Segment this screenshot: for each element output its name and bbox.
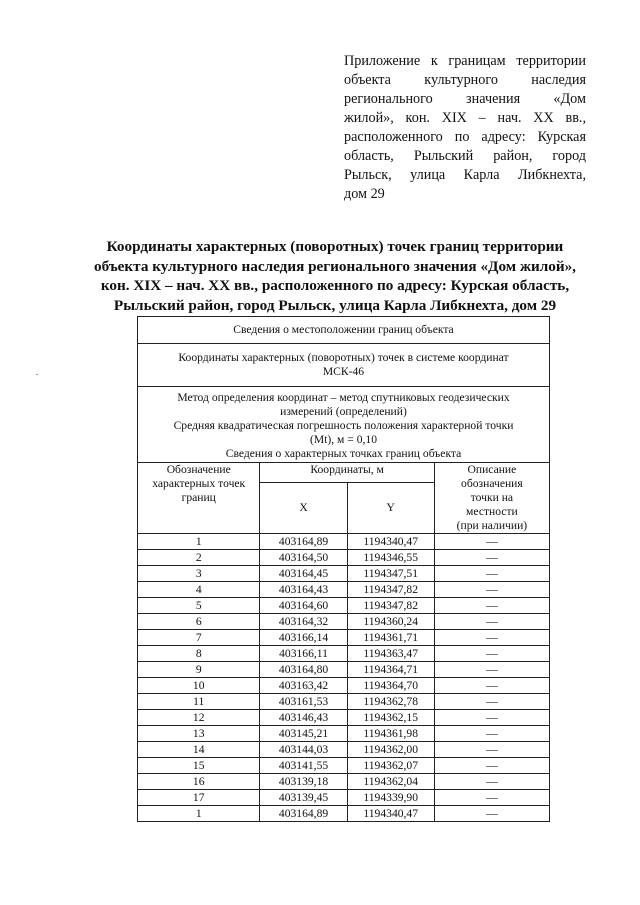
- table-row: [138, 662, 550, 678]
- description-cell: —: [434, 806, 549, 822]
- x-coordinate-cell: 403139,45: [260, 790, 347, 806]
- y-coordinate-cell: 1194339,90: [347, 790, 434, 806]
- appendix-note: [344, 52, 586, 204]
- description-cell: —: [434, 678, 549, 694]
- coordinates-table: [137, 316, 550, 822]
- point-number-cell: 1: [138, 806, 260, 822]
- header-line: точки на: [470, 491, 514, 504]
- table-row: [138, 790, 550, 806]
- table-row: [138, 694, 550, 710]
- appendix-line: Рыльск, улица Карла Либкнехта,: [344, 167, 586, 183]
- table-row: [138, 566, 550, 582]
- appendix-line: регионального значения «Дом: [344, 91, 586, 107]
- header-line: обозначения: [461, 477, 523, 490]
- point-number-cell: 7: [138, 630, 260, 646]
- point-number-cell: 14: [138, 742, 260, 758]
- x-coordinate-cell: 403144,03: [260, 742, 347, 758]
- table-row: [138, 550, 550, 566]
- y-coordinate-cell: 1194362,78: [347, 694, 434, 710]
- table-row: [138, 678, 550, 694]
- header-line: (при наличии): [456, 519, 528, 532]
- section-location-header: Сведения о местоположении границ объекта: [138, 317, 550, 344]
- point-number-cell: 9: [138, 662, 260, 678]
- y-coordinate-cell: 1194364,70: [347, 678, 434, 694]
- y-coordinate-cell: 1194340,47: [347, 534, 434, 550]
- x-coordinate-cell: 403164,43: [260, 582, 347, 598]
- section-coordinate-system: [138, 344, 550, 387]
- description-cell: —: [434, 710, 549, 726]
- point-number-cell: 11: [138, 694, 260, 710]
- x-coordinate-cell: 403164,32: [260, 614, 347, 630]
- x-coordinate-cell: 403139,18: [260, 774, 347, 790]
- x-coordinate-cell: 403166,11: [260, 646, 347, 662]
- x-coordinate-cell: 403146,43: [260, 710, 347, 726]
- y-coordinate-cell: 1194361,98: [347, 726, 434, 742]
- section-line: Сведения о характерных точках границ объекта: [225, 447, 462, 460]
- x-coordinate-cell: 403164,89: [260, 806, 347, 822]
- y-coordinate-cell: 1194347,82: [347, 582, 434, 598]
- y-coordinate-cell: 1194347,51: [347, 566, 434, 582]
- table-row: [138, 598, 550, 614]
- point-number-cell: 13: [138, 726, 260, 742]
- point-number-cell: 8: [138, 646, 260, 662]
- x-coordinate-cell: 403164,45: [260, 566, 347, 582]
- point-number-cell: 10: [138, 678, 260, 694]
- x-coordinate-cell: 403166,14: [260, 630, 347, 646]
- header-x: X: [260, 483, 347, 534]
- description-cell: —: [434, 534, 549, 550]
- point-number-cell: 17: [138, 790, 260, 806]
- description-cell: —: [434, 566, 549, 582]
- description-cell: —: [434, 758, 549, 774]
- x-coordinate-cell: 403164,89: [260, 534, 347, 550]
- section-line: (Mt), м = 0,10: [309, 433, 377, 446]
- description-cell: —: [434, 582, 549, 598]
- point-number-cell: 15: [138, 758, 260, 774]
- header-line: Обозначение: [166, 463, 231, 476]
- table-row: [138, 582, 550, 598]
- description-cell: —: [434, 646, 549, 662]
- point-number-cell: 4: [138, 582, 260, 598]
- title-line: Рыльский район, город Рыльск, улица Карла Либкнехта, дом 29: [113, 296, 557, 314]
- y-coordinate-cell: 1194361,71: [347, 630, 434, 646]
- header-line: характерных точек: [152, 477, 246, 490]
- title-line: объекта культурного наследия регионального значения «Дом жилой»,: [94, 257, 576, 275]
- table-row: [138, 710, 550, 726]
- table-row: [138, 726, 550, 742]
- table-row: [138, 774, 550, 790]
- description-cell: —: [434, 742, 549, 758]
- y-coordinate-cell: 1194340,47: [347, 806, 434, 822]
- x-coordinate-cell: 403163,42: [260, 678, 347, 694]
- scan-speck: [36, 374, 38, 375]
- point-number-cell: 1: [138, 534, 260, 550]
- point-number-cell: 6: [138, 614, 260, 630]
- header-line: границ: [181, 491, 216, 504]
- description-cell: —: [434, 726, 549, 742]
- section-method: [138, 387, 550, 463]
- header-designation: [138, 463, 260, 534]
- section-line: измерений (определений): [280, 405, 407, 418]
- header-coordinates: Координаты, м: [260, 463, 434, 483]
- section-line: Координаты характерных (поворотных) точек в системе координат: [178, 351, 509, 364]
- description-cell: —: [434, 774, 549, 790]
- header-line: Описание: [467, 463, 517, 476]
- section-line: Метод определения координат – метод спутниковых геодезических: [177, 391, 510, 404]
- table-row: [138, 806, 550, 822]
- table-row: [138, 534, 550, 550]
- description-cell: —: [434, 598, 549, 614]
- appendix-line: дом 29: [344, 186, 385, 202]
- x-coordinate-cell: 403164,50: [260, 550, 347, 566]
- description-cell: —: [434, 694, 549, 710]
- x-coordinate-cell: 403164,60: [260, 598, 347, 614]
- point-number-cell: 2: [138, 550, 260, 566]
- header-y: Y: [347, 483, 434, 534]
- appendix-line: жилой», кон. XIX – нач. XX вв.,: [344, 110, 586, 126]
- point-number-cell: 5: [138, 598, 260, 614]
- y-coordinate-cell: 1194362,00: [347, 742, 434, 758]
- appendix-line: область, Рыльский район, город: [344, 148, 586, 164]
- appendix-line: расположенного по адресу: Курская: [344, 129, 586, 145]
- appendix-line: объекта культурного наследия: [344, 72, 586, 88]
- y-coordinate-cell: 1194362,15: [347, 710, 434, 726]
- y-coordinate-cell: 1194362,04: [347, 774, 434, 790]
- title-line: кон. XIX – нач. XX вв., расположенного по адресу: Курская область,: [100, 277, 570, 294]
- description-cell: —: [434, 662, 549, 678]
- title-line: Координаты характерных (поворотных) точек границ территории: [106, 238, 564, 255]
- point-number-cell: 16: [138, 774, 260, 790]
- table-row: [138, 646, 550, 662]
- table-row: [138, 758, 550, 774]
- table-row: [138, 742, 550, 758]
- y-coordinate-cell: 1194364,71: [347, 662, 434, 678]
- table-row: [138, 614, 550, 630]
- header-line: местности: [466, 505, 518, 518]
- section-line: МСК-46: [322, 365, 365, 378]
- x-coordinate-cell: 403161,53: [260, 694, 347, 710]
- x-coordinate-cell: 403164,80: [260, 662, 347, 678]
- point-number-cell: 3: [138, 566, 260, 582]
- x-coordinate-cell: 403145,21: [260, 726, 347, 742]
- description-cell: —: [434, 790, 549, 806]
- y-coordinate-cell: 1194347,82: [347, 598, 434, 614]
- point-number-cell: 12: [138, 710, 260, 726]
- y-coordinate-cell: 1194346,55: [347, 550, 434, 566]
- header-description: [434, 463, 549, 534]
- section-line: Средняя квадратическая погрешность положения характерной точки: [173, 419, 514, 432]
- appendix-line: Приложение к границам территории: [344, 53, 586, 69]
- table-row: [138, 630, 550, 646]
- x-coordinate-cell: 403141,55: [260, 758, 347, 774]
- y-coordinate-cell: 1194360,24: [347, 614, 434, 630]
- description-cell: —: [434, 550, 549, 566]
- description-cell: —: [434, 614, 549, 630]
- y-coordinate-cell: 1194362,07: [347, 758, 434, 774]
- description-cell: —: [434, 630, 549, 646]
- y-coordinate-cell: 1194363,47: [347, 646, 434, 662]
- document-title: [70, 237, 600, 315]
